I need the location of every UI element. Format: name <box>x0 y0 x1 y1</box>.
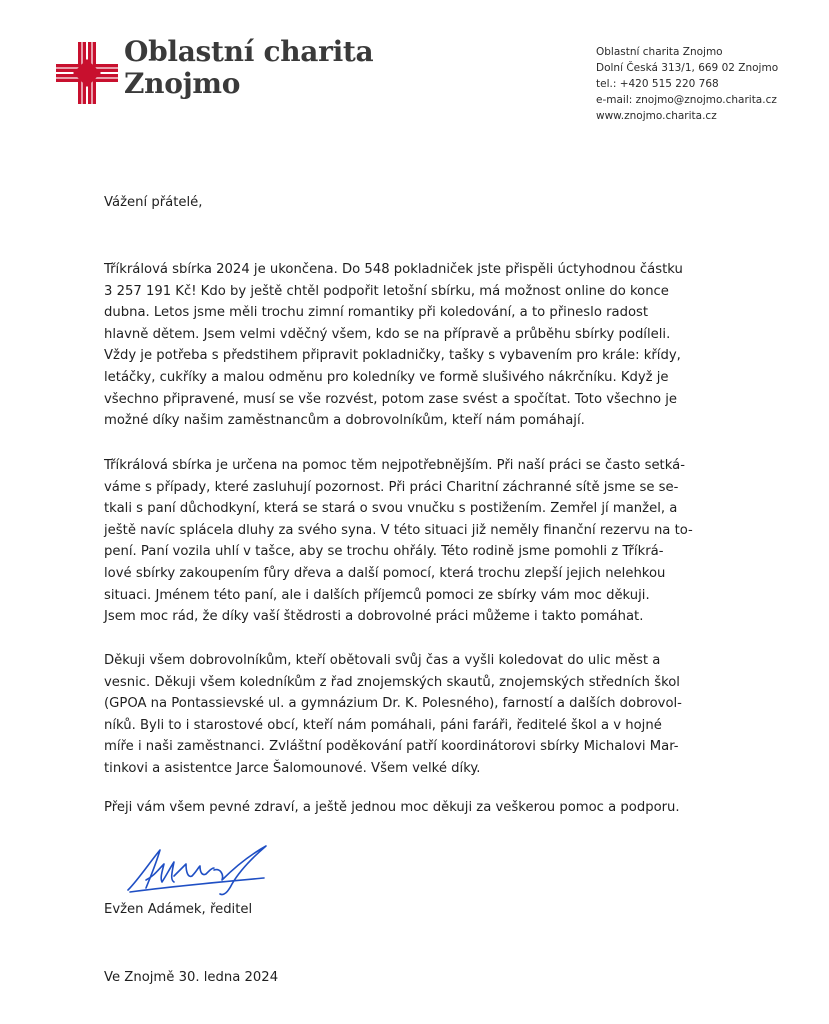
paragraph-line: Přeji vám všem pevné zdraví, a ještě jednou moc děkuji za veškerou pomoc a podporu. <box>104 800 680 815</box>
paragraph-line: Vždy je potřeba s předstihem připravit pokladničky, tašky s vybavením pro krále: křídy, <box>104 348 681 364</box>
paragraph-line: Tříkrálová sbírka je určena na pomoc těm nejpotřebnějším. Při naší práci se často setká- <box>104 458 685 473</box>
contact-email: e-mail: znojmo@znojmo.charita.cz <box>596 94 777 106</box>
paragraph-line: 3 257 191 Kč! Kdo by ještě chtěl podpořit letošní sbírku, má možnost online do konce <box>104 283 669 299</box>
paragraph-line: hlavně dětem. Jsem velmi vděčný všem, kdo se na přípravě a průběhu sbírky podíleli. <box>104 326 671 342</box>
paragraph-line: vesnic. Děkuji všem koledníkům z řad znojemských skautů, znojemských středních škol <box>104 674 680 690</box>
paragraph-line: níků. Byli to i starostové obcí, kteří nám pomáhali, páni faráři, ředitelé škol a v hojné <box>104 717 662 733</box>
contact-address: Dolní Česká 313/1, 669 02 Znojmo <box>596 62 779 74</box>
paragraph-line: váme s případy, které zasluhují pozornost. Při práci Charitní záchranné sítě jsme se se- <box>104 479 679 495</box>
paragraph-line: tinkovi a asistentce Jarce Šalomounové. Všem velké díky. <box>104 760 481 776</box>
paragraph-3 <box>104 650 724 780</box>
organization-name-line1: Oblastní charita <box>124 35 374 68</box>
paragraph-4 <box>104 797 724 819</box>
paragraph-line: všechno připravené, musí se vše rozvést, potom zase svést a spočítat. Toto všechno je <box>104 391 677 407</box>
paragraph-line: možné díky našim zaměstnancům a dobrovolníkům, kteří nám pomáhají. <box>104 413 585 429</box>
place-date: Ve Znojmě 30. ledna 2024 <box>104 970 279 985</box>
paragraph-line: Jsem moc rád, že díky vaší štědrosti a dobrovolné práci můžeme i takto pomáhat. <box>104 609 644 625</box>
contact-phone: tel.: +420 515 220 768 <box>596 78 719 90</box>
contact-block <box>596 44 778 124</box>
paragraph-line: pení. Paní vozila uhlí v tašce, aby se trochu ohřály. Této rodině jsme pomohli z Tříkrá- <box>104 544 664 560</box>
organization-name-line2: Znojmo <box>124 67 241 100</box>
paragraph-line: míře i naši zaměstnanci. Zvláštní poděkování patří koordinátorovi sbírky Michalovi Mar- <box>104 739 679 755</box>
salutation: Vážení přátelé, <box>104 195 203 210</box>
paragraph-line: Děkuji všem dobrovolníkům, kteří obětovali svůj čas a vyšli koledovat do ulic měst a <box>104 653 661 668</box>
charita-cross-icon <box>56 42 118 104</box>
paragraph-1 <box>104 259 724 432</box>
handwritten-signature-icon <box>124 840 274 900</box>
paragraph-line: letáčky, cukříky a malou odměnu pro koledníky ve formě slušivého nákrčníku. Když je <box>104 369 669 385</box>
paragraph-line: tkali s paní důchodkyní, která se stará o svou vnučku s postižením. Zemřel jí manžel, a <box>104 501 678 517</box>
contact-name: Oblastní charita Znojmo <box>596 46 723 58</box>
paragraph-line: situaci. Jménem této paní, ale i dalších příjemců pomoci ze sbírky vám moc děkuji. <box>104 587 650 603</box>
organization-name <box>124 36 373 100</box>
paragraph-line: (GPOA na Pontassievské ul. a gymnázium Dr. K. Polesného), farností a dalších dobrovol- <box>104 696 682 712</box>
paragraph-line: dubna. Letos jsme měli trochu zimní romantiky při koledování, a to přineslo radost <box>104 305 649 321</box>
paragraph-line: Tříkrálová sbírka 2024 je ukončena. Do 548 pokladniček jste přispěli úctyhodnou částku <box>104 262 683 277</box>
paragraph-2 <box>104 455 724 628</box>
contact-web: www.znojmo.charita.cz <box>596 110 717 122</box>
paragraph-line: lové sbírky zakoupením fůry dřeva a další pomocí, která trochu zlepší jejich nelehkou <box>104 565 666 581</box>
paragraph-line: ještě navíc splácela dluhy za svého syna. V této situaci již neměly finanční rezervu na to- <box>104 522 693 538</box>
signer-name: Evžen Adámek, ředitel <box>104 902 253 917</box>
